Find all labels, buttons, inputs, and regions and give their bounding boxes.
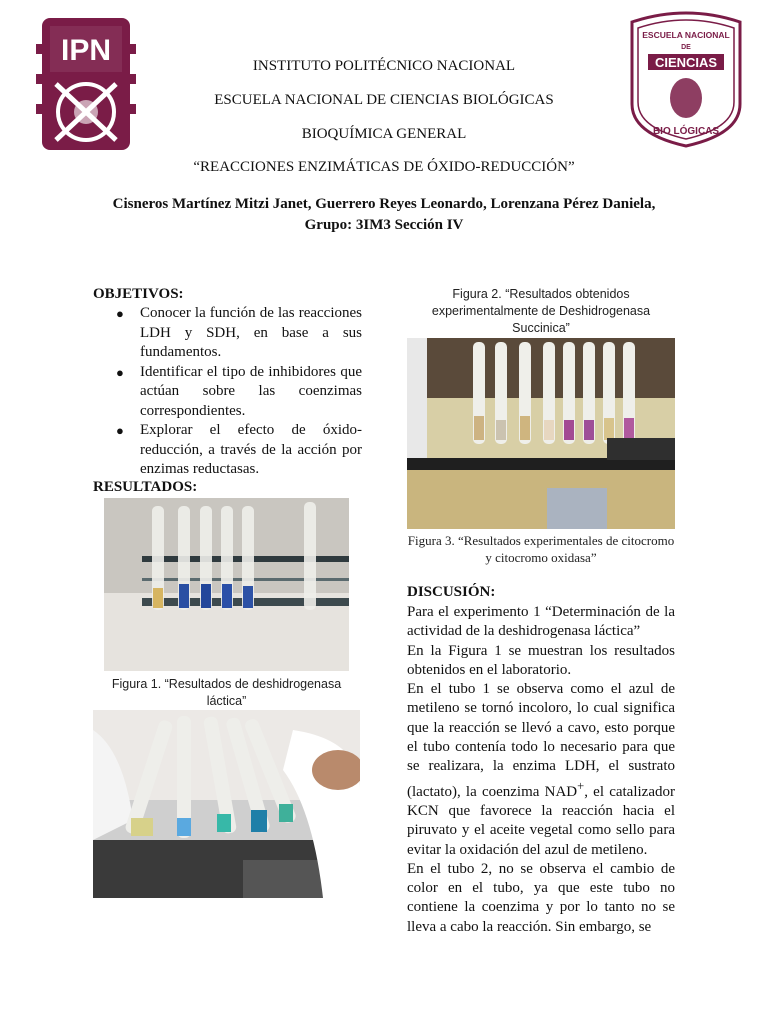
- encb-logo-ciencias: CIENCIAS: [654, 55, 718, 70]
- discusion-paragraph: Para el experimento 1 “Determinación de la actividad de la deshidrogenasa láctica”: [407, 604, 675, 640]
- figure-3-caption: Figura 3. “Resultados experimentales de citocromo y citocromo oxidasa”: [407, 533, 675, 565]
- objetivos-heading: OBJETIVOS:: [93, 286, 184, 302]
- encb-logo-bottom: BIO LÓGICAS: [652, 126, 720, 137]
- list-item: [96, 363, 362, 422]
- objetivo-text: Explorar el efecto de óxido-reducción, a través de la acción por enzimas reductasas.: [140, 422, 362, 477]
- ipn-logo-text: IPN: [60, 34, 112, 67]
- report-title: “REACCIONES ENZIMÁTICAS DE ÓXIDO-REDUCCIÓN”: [193, 159, 575, 175]
- discusion-body: [407, 603, 675, 937]
- resultados-heading: RESULTADOS:: [93, 479, 198, 495]
- paragraph-text: En el tubo 1 se observa como el azul de metileno se tornó incoloro, lo cual significa que la reacción se llevó a cavo, esto porque el tubo contenía todo lo necesario para que se realizara, la enzima LDH, el sustrato (lactato), la coenzima NAD: [407, 681, 675, 800]
- figure-1-caption: Figura 1. “Resultados de deshidrogenasa láctica”: [111, 677, 342, 708]
- institution-name: INSTITUTO POLITÉCNICO NACIONAL: [252, 58, 516, 74]
- authors-line: Cisneros Martínez Mitzi Janet, Guerrero Reyes Leonardo, Lorenzana Pérez Daniela,: [112, 196, 656, 212]
- encb-logo: [624, 8, 748, 148]
- list-item: [96, 421, 362, 480]
- discusion-paragraph: En el tubo 2, no se observa el cambio de color en el tubo, ya que este tubo no contiene la coenzima y por lo tanto no se lleva a cabo la reacción. Sin embargo, se: [407, 860, 675, 935]
- superscript: +: [577, 778, 585, 793]
- figure-1-photo: [104, 498, 349, 671]
- ipn-logo: [36, 14, 136, 154]
- figure-3-photo: [407, 338, 675, 529]
- figure-2-caption: Figura 2. “Resultados obtenidos experimentalmente de Deshidrogenasa Succinica”: [431, 287, 651, 335]
- bullet-icon: ●: [116, 423, 124, 438]
- course-name: BIOQUÍMICA GENERAL: [301, 126, 467, 142]
- figure-2-photo: [93, 710, 360, 898]
- encb-logo-top: ESCUELA NACIONAL: [642, 30, 730, 40]
- encb-logo-de: DE: [681, 44, 691, 51]
- bullet-icon: ●: [116, 364, 124, 380]
- group-line: Grupo: 3IM3 Sección IV: [304, 217, 464, 233]
- list-item: [96, 304, 362, 363]
- objetivo-text: Identificar el tipo de inhibidores que actúan sobre las coenzimas correspondientes.: [140, 363, 362, 419]
- objetivo-text: Conocer la función de las reacciones LDH y SDH, en base a sus fundamentos.: [140, 305, 362, 360]
- discusion-paragraph: [407, 680, 675, 860]
- objetivos-list: [96, 304, 362, 480]
- discusion-heading: DISCUSIÓN:: [407, 584, 496, 600]
- bullet-icon: ●: [116, 306, 124, 321]
- discusion-paragraph: En la Figura 1 se muestran los resultados obtenidos en el laboratorio.: [407, 642, 675, 678]
- paragraph-text: , el catalizador KCN que favorece la reacción hacia el piruvato y el aceite vegetal como sello para evitar la oxidación del azul de metileno.: [407, 783, 675, 858]
- school-name: ESCUELA NACIONAL DE CIENCIAS BIOLÓGICAS: [214, 92, 554, 108]
